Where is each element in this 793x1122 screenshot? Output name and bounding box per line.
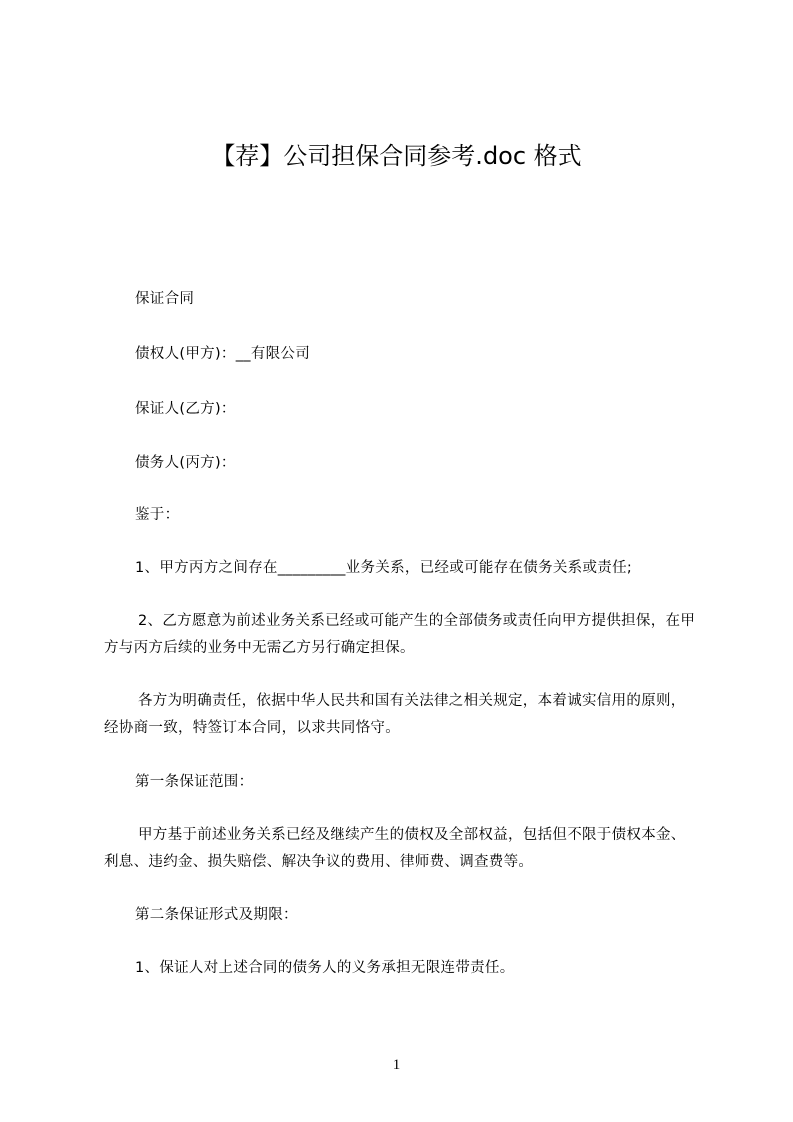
article-1-body: 甲方基于前述业务关系已经及继续产生的债权及全部权益，包括但不限于债权本金、利息、违约金、损失赔偿、解决争议的费用、律师费、调查费等。: [104, 827, 686, 870]
guarantor-line: 保证人(乙方)：: [135, 401, 236, 417]
article-2-clause-1: 1、保证人对上述合同的债务人的义务承担无限连带责任。: [135, 960, 515, 976]
whereas-clause-2: 2、乙方愿意为前述业务关系已经或可能产生的全部债务或责任向甲方提供担保，在甲方与丙方后续的业务中无需乙方另行确定担保。: [104, 613, 696, 656]
page-number: 1: [392, 1057, 401, 1073]
creditor-line: 债权人(甲方)：__有限公司: [135, 346, 311, 362]
document-title: 【荐】公司担保合同参考.doc 格式: [211, 142, 582, 170]
whereas-clause-1: 1、甲方丙方之间存在_________业务关系，已经或可能存在债务关系或责任;: [135, 560, 633, 576]
whereas-heading: 鉴于：: [135, 507, 180, 523]
contract-heading: 保证合同: [135, 291, 195, 307]
article-1-heading: 第一条保证范围：: [135, 774, 254, 790]
article-2-heading: 第二条保证形式及期限：: [135, 907, 298, 923]
agreement-preamble: 各方为明确责任，依据中华人民共和国有关法律之相关规定，本着诚实信用的原则，经协商一致，特签订本合同，以求共同恪守。: [104, 693, 686, 736]
debtor-line: 债务人(丙方)：: [135, 455, 236, 471]
